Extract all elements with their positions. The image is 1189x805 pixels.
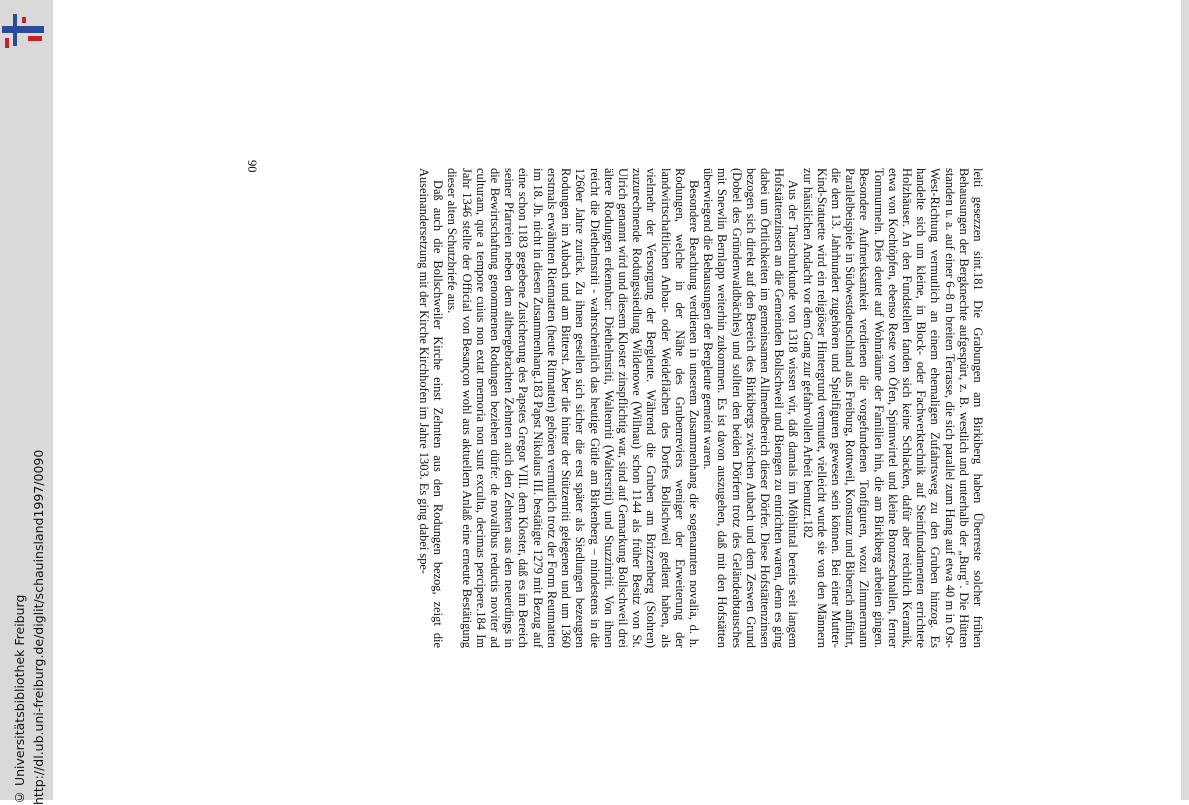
paragraph: Besondere Beachtung verdienen in unserem Zusammenhang die sogenannten novalia, d. h. Rodungen, welche in der Nähe des Grubenreviers weniger der Erweiterung der landwirtschaftlichen Anbau- oder Weideflächen des Dorfes Bollschweil gedient haben, als vielmehr der Versorgung der Bergleute. Während die Gruben am Brizzenberg (Stohren) zuzurechnende Rodungssiedlung Wildenowe (Willnau) schon 1144 als früher Besitz von St. Ulrich genannt wird und diesem Kloster zinspflichtig war, sind auf Gemarkung Bollschweil drei ältere Rodungen erkennbar: Diethelmsriti, Waltenriti (Waltersriti) und Stuzzinriti. Von ihnen reicht die Diethelmsriti - wahrscheinlich das heutige Gütle am Birkenberg – mindestens in die 1260er Jahre zurück. Zu ihnen gesellen sich sicher die erst später als Siedlungen bezeugten Rodungen im Aubach und am Bitterst. Aber die hinter der Stützenriti gelegenen und um 1360 erstmals erwähnten Rietmatten (heute Ritmatten) gehören vermutlich trotz der Form Reutmatten im 18. Jh. nicht in diesen Zusammenhang.183 Papst Nikolaus III. bestätigte 1279 mit Bezug auf eine schon 1183 gegebene Zusicherung des Papstes Gregor VIII. dem Kloster, daß es im Bereich seiner Pfarreien neben dem althergebrachten Zehnten auch den Zehnten aus den neuerdings in die Bewirtschaftung genommenen Rodungen beziehen dürfe: de novalibus reductis noviter ad culturam, que a tempore cuius non extat memoria non sunt exculta, decimas percipere.184 Im Jahr 1346 stellte der Official von Besançon wohl aus aktuellem Anlaß eine erneute Bestätigung dieser alten Schutzbriefe aus. — [445, 168, 701, 648]
paragraph: Aus der Tauschurkunde von 1318 wissen wir, daß damals im Möhlintal bereits seit langem Hofstättenzinsen an die Gemeinden Bollschweil und Biengen zu entrichten waren, denn es ging dabei um Örtlichkeiten im gemeinsamen Allmendbereich dieser Dörfer. Diese Hofstättenzinsen bezogen sich direkt auf den Bereich des Birkibergs zwischen Aubach und dem Zeswen Grund (Dobel des Gründenwaldbächles) und sollten den beiden Dörfern trotz des Geländeabtausches mit Snewlin Bernlapp weiterhin zukommen. Es ist davon auszugehen, daß mit den Hofstätten überwiegend die Behausungen der Bergleute gemeint waren. — [701, 168, 801, 648]
rotated-text-block — [255, 168, 985, 648]
scrollbar[interactable] — [1181, 0, 1189, 800]
page-number: 90 — [245, 160, 259, 173]
paragraph: Daß auch die Bollschweiler Kirche einst Zehnten aus den Rodungen bezog, zeigt die Auseinandersetzung mit der Kirche Kirchhofen im Jahre 1303. Es ging dabei spe- — [417, 168, 446, 648]
viewer-sidebar — [0, 0, 53, 805]
page-number-wrap — [245, 160, 261, 190]
watermark-url: http://dl.ub.uni-freiburg.de/diglit/schauinsland1997/0090 — [31, 449, 46, 805]
watermark-copyright: © Universitätsbibliothek Freiburg — [12, 594, 27, 805]
paragraph: leiti gesezzen sint.181 Die Grabungen am Birkiberg haben Überreste solcher frühen Behausungen der Bergknechte aufgespürt, z. B. westlich und unterhalb der „Burg". Die Hütten standen u. a. auf einer 6–8 m breiten Terrasse, die sich parallel zum Hang auf etwa 40 m in Ost-West-Richtung vermutlich an einem ehemaligen Zufahrtsweg zu den Gruben hinzog. Es handelte sich um kleine, in Block- oder Fachwerktechnik auf Steinfundamenten errichtete Holzhäuser. An den Fundstellen fanden sich keine Schlacken, dafür aber reichlich Keramik, etwa von Kochtöpfen, ebenso Reste von Öfen, Spinnwirtel und kleine Bronzeschnallen, ferner Tonmurmeln. Dies deutet auf Wohnräume der Familien hin, die am Birkiberg arbeiten gingen. Besondere Aufmerksamkeit verdienen die vorgefundenen Tonfiguren, wozu Zimmermann Parallelbeispiele in Südwestdeutschland aus Freiburg, Rottweil, Konstanz und Biberach anführt, die dem 13. Jahrhundert zugehören und Spielfiguren gewesen sein können. Bei einer Mutter-Kind-Statuette wird ein religiöser Hintergrund vermutet, vielleicht wurde sie von den Männern zur häuslichen Andacht vor dem Gang zur gefahrvollen Arbeit benutzt.182 — [800, 168, 985, 648]
